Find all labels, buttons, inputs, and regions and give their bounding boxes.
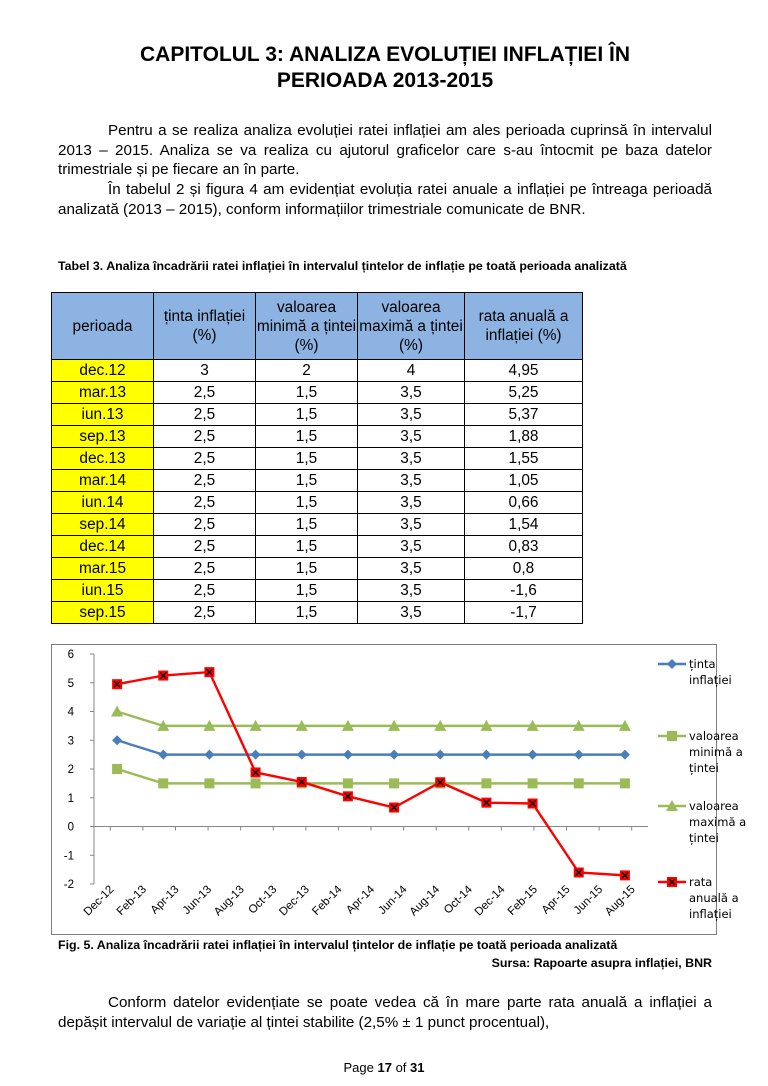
table-row [52,426,583,448]
header-valoarea-maxima: valoarea maximă a țintei (%) [358,293,465,360]
series-0-point [389,750,399,760]
chart-svg [52,645,747,934]
table-cell-value: 3,5 [358,448,465,470]
header-tinta: ținta inflației (%) [154,293,256,360]
series-1-point [158,778,168,788]
table-cell-value: 2,5 [154,470,256,492]
x-tick-label: Aug-13 [212,883,247,919]
y-tick-label: -2 [63,879,74,891]
series-0-point [251,750,261,760]
series-1-point [389,778,399,788]
table-cell-period: dec.12 [52,360,154,382]
table-row [52,404,583,426]
x-tick-label: Dec-14 [472,883,508,919]
x-tick-label: Oct-14 [441,883,475,917]
series-0-point [158,750,168,760]
table-cell-value: 0,8 [465,558,583,580]
table-cell-value: 1,5 [256,404,358,426]
table-header-row [52,293,583,360]
table-cell-value: 3,5 [358,426,465,448]
legend-text: valoarea maximă a țintei [689,799,747,845]
series-1-point [620,778,630,788]
y-tick-label: 0 [67,821,74,834]
table-cell-value: 2,5 [154,426,256,448]
table-cell-value: 1,5 [256,580,358,602]
table-cell-value: -1,7 [465,602,583,624]
x-tick-label: Feb-13 [114,883,150,918]
x-tick-label: Jun-14 [376,883,410,917]
legend-label-2 [689,798,751,862]
series-0-point [297,750,307,760]
x-tick-label: Apr-13 [148,883,182,917]
table-cell-value: 0,66 [465,492,583,514]
table-cell-value: 3,5 [358,404,465,426]
table-cell-value: 2,5 [154,514,256,536]
table-row [52,602,583,624]
table-cell-value: 1,5 [256,470,358,492]
table-row [52,580,583,602]
table-cell-value: 1,88 [465,426,583,448]
table-cell-value: 1,55 [465,448,583,470]
table-cell-value: 3,5 [358,536,465,558]
table-cell-value: 3,5 [358,514,465,536]
y-tick-label: 3 [67,735,74,748]
series-1-point [112,764,122,774]
y-tick-label: 6 [67,649,74,661]
table-cell-value: 1,5 [256,514,358,536]
header-perioada: perioada [52,293,154,360]
table-cell-value: 3,5 [358,602,465,624]
legend-label-1 [689,728,751,792]
table-cell-value: 4,95 [465,360,583,382]
table-row [52,492,583,514]
x-tick-label: Aug-14 [407,883,443,919]
x-tick-label: Feb-15 [505,883,541,918]
series-1-point [528,778,538,788]
table-cell-value: 2,5 [154,492,256,514]
table-cell-value: 1,5 [256,382,358,404]
table-cell-period: iun.14 [52,492,154,514]
table-cell-value: 2,5 [154,382,256,404]
table-cell-value: 1,5 [256,492,358,514]
table-cell-value: 1,5 [256,426,358,448]
series-1-point [343,778,353,788]
x-tick-label: Jun-15 [571,883,606,917]
footer-page-number: 17 [377,1060,392,1075]
series-0-point [435,750,445,760]
y-tick-label: 4 [67,706,74,719]
y-tick-label: 5 [67,677,74,690]
page-footer [0,1060,768,1075]
series-2-point [111,706,123,717]
paragraph-2: În tabelul 2 și figura 4 am evidențiat evoluția ratei anuale a inflației pe întreaga perioadă analizată (2013 – 2015), conform informațiilor trimestriale comunicate de BNR. [58,181,712,218]
series-0-point [343,750,353,760]
series-0-point [574,750,584,760]
x-tick-label: Apr-15 [539,883,573,917]
y-tick-label: 1 [67,792,74,805]
chapter-title [60,42,710,94]
table-cell-value: 2,5 [154,536,256,558]
inflation-table [51,292,583,624]
x-tick-label: Jun-13 [180,883,215,917]
header-valoarea-minima: valoarea minimă a țintei (%) [256,293,358,360]
table-cell-value: 2,5 [154,404,256,426]
series-1-point [574,778,584,788]
footer-sep: of [391,1060,411,1075]
series-0-line [117,740,625,754]
legend-text: ținta inflației [689,657,732,687]
series-0-point [112,735,122,745]
footer-page-total: 31 [410,1060,425,1075]
table-cell-value: 3,5 [358,470,465,492]
series-0-point [620,750,630,760]
table-cell-period: mar.15 [52,558,154,580]
series-1-line [117,769,625,783]
table-row [52,558,583,580]
table-cell-value: 3,5 [358,558,465,580]
footer-prefix: Page [343,1060,378,1075]
series-1-point [251,778,261,788]
table-cell-value: 2,5 [154,558,256,580]
table-cell-value: 1,05 [465,470,583,492]
chapter-title-line-2: PERIOADA 2013-2015 [276,69,494,92]
table-cell-period: sep.13 [52,426,154,448]
table-cell-value: 2,5 [154,580,256,602]
legend-marker-1-point [667,731,677,741]
table-cell-value: 5,25 [465,382,583,404]
table-row [52,448,583,470]
series-2-line [117,712,625,726]
table-cell-value: 1,5 [256,602,358,624]
table-cell-value: 3,5 [358,382,465,404]
series-1-point [481,778,491,788]
figure-source: Sursa: Rapoarte asupra inflației, BNR [491,956,712,970]
legend-text: rata anuală a inflației [689,875,739,921]
table-cell-value: 1,5 [256,558,358,580]
table-cell-period: dec.13 [52,448,154,470]
x-tick-label: Feb-14 [310,883,345,918]
legend-label-3 [689,874,751,938]
table-row [52,470,583,492]
table-cell-value: 3,5 [358,492,465,514]
table-cell-period: dec.14 [52,536,154,558]
y-tick-label: 2 [67,764,74,776]
series-0-point [528,750,538,760]
series-1-point [204,778,214,788]
x-tick-label: Dec-12 [81,883,117,919]
paragraph-1: Pentru a se realiza analiza evoluției ratei inflației am ales perioada cuprinsă în intervalul 2013 – 2015. Analiza se va realiza cu ajutorul graficelor care s-au întocmit pe baza datelor trimestriale și pe fiecare an în parte. [58,122,712,179]
x-tick-label: Dec-13 [277,883,312,919]
table-cell-period: sep.15 [52,602,154,624]
table-row [52,514,583,536]
table-cell-value: -1,6 [465,580,583,602]
x-tick-label: Aug-15 [603,883,638,919]
legend-label-0 [689,656,751,720]
table-cell-value: 1,5 [256,448,358,470]
table-cell-value: 0,83 [465,536,583,558]
y-tick-label: -1 [63,850,74,863]
table-cell-period: mar.14 [52,470,154,492]
figure-caption: Fig. 5. Analiza încadrării ratei inflației în intervalul țintelor de inflație pe toată perioada analizată [58,938,618,952]
table-cell-value: 2,5 [154,602,256,624]
table-cell-value: 2,5 [154,448,256,470]
table-cell-value: 1,54 [465,514,583,536]
table-cell-value: 1,5 [256,536,358,558]
legend-text: valoarea minimă a țintei [689,729,743,775]
table-cell-value: 5,37 [465,404,583,426]
table-cell-value: 4 [358,360,465,382]
table-cell-period: iun.15 [52,580,154,602]
series-0-point [204,750,214,760]
table-row [52,382,583,404]
table-cell-value: 3 [154,360,256,382]
series-0-point [481,750,491,760]
table-cell-value: 3,5 [358,580,465,602]
inflation-chart [51,644,747,935]
table-cell-period: sep.14 [52,514,154,536]
x-tick-label: Apr-14 [344,883,378,917]
legend-marker-0-point [667,659,677,669]
table-cell-period: iun.13 [52,404,154,426]
table-cell-period: mar.13 [52,382,154,404]
x-tick-label: Oct-13 [246,883,280,917]
table-row [52,360,583,382]
paragraph-3: Conform datelor evidențiate se poate vedea că în mare parte rata anuală a inflației a depășit intervalul de variație al țintei stabilite (2,5% ± 1 punct procentual), [58,994,712,1031]
chapter-title-line-1: CAPITOLUL 3: ANALIZA EVOLUȚIEI INFLAȚIEI ÎN [139,43,630,66]
table-caption: Tabel 3. Analiza încadrării ratei inflației în intervalul țintelor de inflație pe toată perioada analizată [58,259,627,273]
table-row [52,536,583,558]
table-cell-value: 2 [256,360,358,382]
series-3-line [117,672,625,875]
header-rata-anuala: rata anuală a inflației (%) [465,293,583,360]
